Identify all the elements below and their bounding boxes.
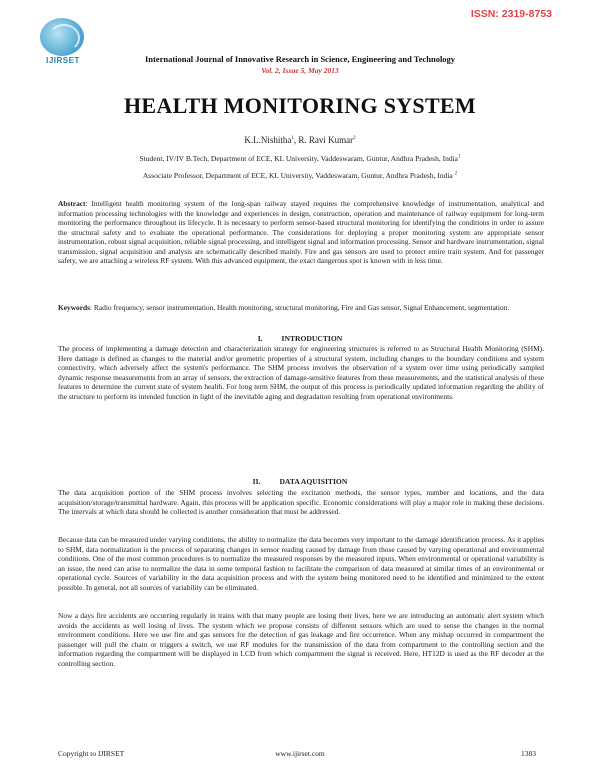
volume-issue: Vol. 2, Issue 5, May 2013 — [261, 66, 339, 75]
section-2-paragraph-2: Because data can be measured under varying conditions, the ability to normalize the data becomes very important to the damage identification process. As it applies to SHM, data normalization is the process of separating changes in sensor reading caused by damage from those caused by varying operational and environmental conditions. One of the most common procedures is to normalize the measured responses by the measured inputs. When environmental or operational variability is an issue, the need can arise to normalize the data in some temporal fashion to facilitate the comparison of data measured at similar times of an environmental or operational cycle. Sources of variability in the data acquisition process and with the system being monitored need to be identified and minimized to the extent possible. In general, not all sources of variability can be eliminated. — [58, 535, 544, 592]
footer-website[interactable]: www.ijirset.com — [275, 749, 325, 758]
author-2-sup: 2 — [353, 136, 356, 141]
abstract-label: Abstract — [58, 199, 86, 208]
section-1-text: The process of implementing a damage detection and characterization strategy for engineering structures is referred to as Structural Health Monitoring (SHM). Here damage is defined as changes to the material and/or geometric properties of a structural system, including changes to the boundary conditions and system connectivity, which adversely affect the system's performance. The SHM process involves the observation of a system over time using periodically sampled dynamic response measurements from an array of sensors, the extraction of damage-sensitive features from these measurements, and the statistical analysis of these features to determine the current state of system health. For long term SHM, the output of this process is periodically updated information regarding the ability of the structure to perform its intended function in light of the inevitable aging and degradation resulting from operational environments. — [58, 344, 544, 401]
affiliation-2 — [0, 171, 600, 180]
affiliation-1-text: Student, IV/IV B.Tech, Department of ECE, KL University, Vaddeswaram, Guntur, Andhra Pradesh, India — [139, 154, 458, 163]
footer-copyright: Copyright to IJIRSET — [58, 749, 125, 758]
keywords-label: Keywords — [58, 303, 91, 312]
abstract-text: : Intelligent health monitoring system of the long-span railway stayed requires the comprehensive knowledge of instrumentation, analytical and information processing technologies with the knowledge and experiences in design, construction, operation and maintenance of railway equipment for long-term monitoring the performance throughout its lifecycle. It is necessary to perform sensor-based structural monitoring for identifying the conditions in order to assure the structural safety and to evaluate the operational performance. The considerations for deploying a proper monitoring system are appropriate sensor instrumentation, robust signal acquisition, reliable signal processing, and intelligent signal and information processing. Sensor and hardware instrumentation, signal transmission, signal acquisition and analysis are schematically described mainly. Fire and gas sensors are used to protect entire train system. And for passenger safety, we are attaching a wireless RF system. With this advanced equipment, the exact dangerous spot is known with in less time. — [58, 199, 544, 265]
keywords — [58, 303, 544, 313]
section-2-paragraph-3: Now a days fire accidents are occurring regularly in trains with that many people are losing their lives, here we are introducing an automatic alert system which avoids the accidents as well losing of lives. The system which we propose consists of different sensors which are used to sense the changes in the normal environment conditions. Here we use fire and gas sensors for the detection of gas leakage and fire occurrence. When any mishap occurred in compartment the passenger will pull the chain or triggers a switch, we use RF modules for the transmission of the data from compartment to the controlling section and the information regarding the compartment will be displayed in LCD from which compartment the signal is received. Here, HT12D is used as the RF decoder at the controlling section. — [58, 611, 544, 668]
affiliation-2-sup: 2 — [454, 171, 458, 177]
keywords-text: : Radio frequency, sensor instrumentation, Health monitoring, structural monitoring, Fire and Gas sensor, Signal Enhancement, segmentation. — [90, 303, 510, 312]
affiliation-1 — [0, 154, 600, 163]
author-separator: , — [293, 135, 299, 145]
issn: ISSN: 2319-8753 — [470, 8, 552, 20]
paper-title: HEALTH MONITORING SYSTEM — [124, 93, 476, 118]
author-1-sup: 1 — [291, 136, 294, 141]
authors — [0, 135, 600, 145]
affiliation-2-text: Associate Professor, Department of ECE, KL University, Vaddeswaram, Guntur, Andhra Pradesh, India — [142, 171, 453, 180]
logo-text: IJIRSET — [46, 56, 80, 65]
journal-name: International Journal of Innovative Research in Science, Engineering and Technology — [144, 54, 456, 64]
affiliation-1-sup: 1 — [457, 154, 461, 160]
page-number: 1383 — [521, 749, 536, 758]
author-1: K.L.Nishitha — [244, 135, 292, 145]
globe-icon — [40, 18, 84, 56]
section-1-heading: I. INTRODUCTION — [257, 334, 343, 343]
section-2-paragraph-1: The data acquisition portion of the SHM process involves selecting the excitation methods, the sensor types, number and locations, and the data acquisition/storage/transmittal hardware. Again, this process will be application specific. Economic considerations will play a major role in making these decisions. The intervals at which data should be collected is another consideration that must be addressed. — [58, 488, 544, 516]
abstract — [58, 199, 544, 266]
section-2-heading: II. DATA AQUISITION — [252, 477, 348, 486]
author-2: R. Ravi Kumar — [298, 135, 354, 145]
